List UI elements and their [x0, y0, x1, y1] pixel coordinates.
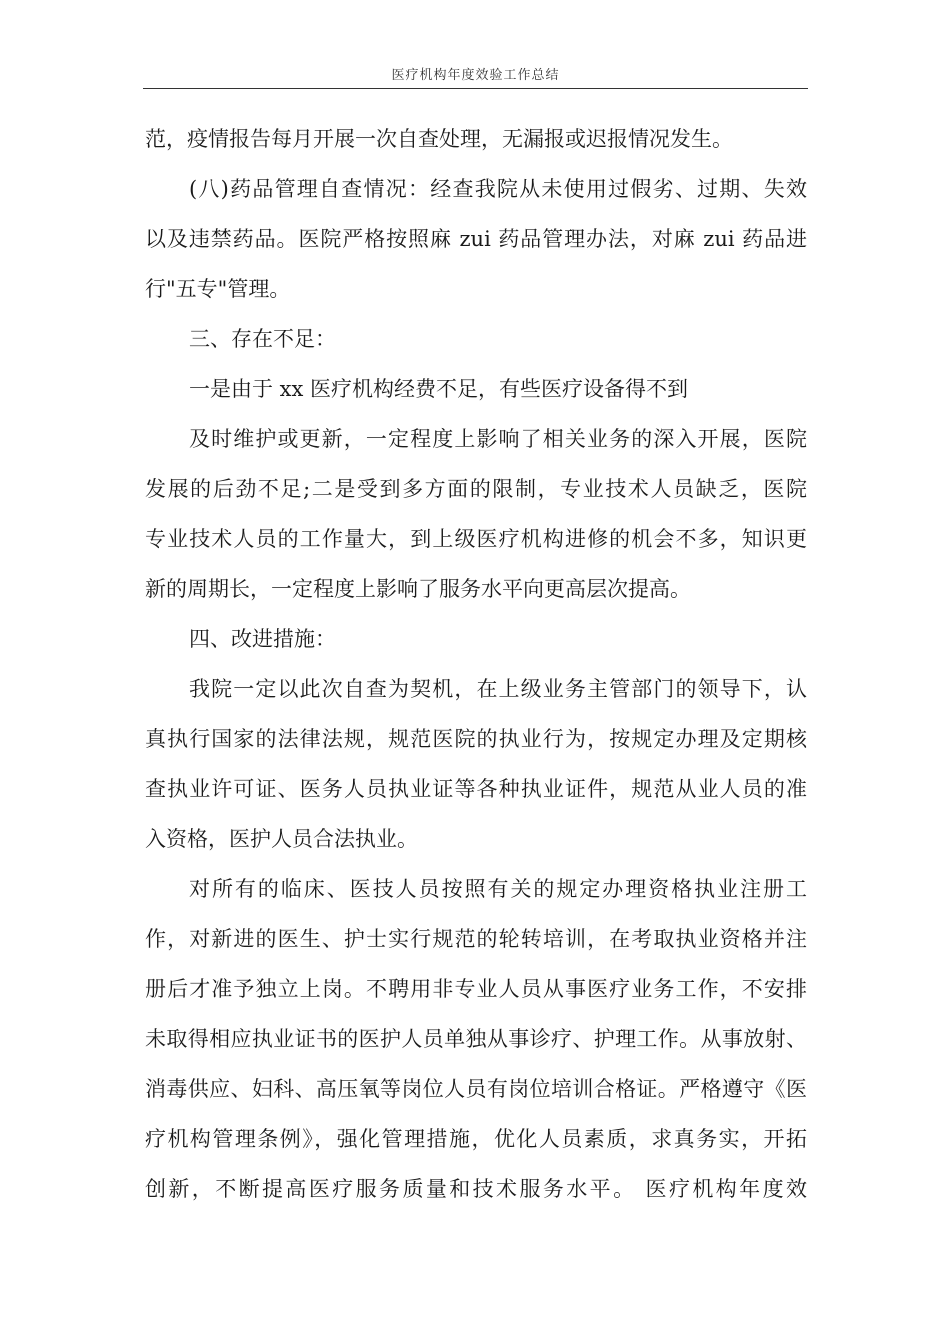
text-line: 发展的后劲不足;二是受到多方面的限制，专业技术人员缺乏，医院 — [145, 477, 807, 501]
text-line: 新的周期长，一定程度上影响了服务水平向更高层次提高。 — [145, 577, 691, 601]
document-body — [145, 118, 807, 1218]
text-line: 未取得相应执业证书的医护人员单独从事诊疗、护理工作。从事放射、 — [145, 1027, 807, 1051]
text-line: 范，疫情报告每月开展一次自查处理，无漏报或迟报情况发生。 — [145, 127, 733, 151]
text-line: 及时维护或更新，一定程度上影响了相关业务的深入开展，医院 — [189, 427, 807, 451]
text-line: 对所有的临床、医技人员按照有关的规定办理资格执业注册工 — [189, 877, 807, 901]
text-line: 行"五专"管理。 — [145, 277, 291, 301]
text-line: 册后才准予独立上岗。不聘用非专业人员从事医疗业务工作，不安排 — [145, 977, 807, 1001]
text-line: 专业技术人员的工作量大，到上级医疗机构进修的机会不多，知识更 — [145, 527, 807, 551]
text-line: 查执业许可证、医务人员执业证等各种执业证件，规范从业人员的准 — [145, 777, 807, 801]
text-line: 入资格，医护人员合法执业。 — [145, 827, 418, 851]
text-line: 作，对新进的医生、护士实行规范的轮转培训，在考取执业资格并注 — [145, 927, 807, 951]
section-heading: 四、改进措施： — [189, 627, 336, 651]
text-line: 真执行国家的法律法规，规范医院的执业行为，按规定办理及定期核 — [145, 727, 807, 751]
text-line: 一是由于 xx 医疗机构经费不足，有些医疗设备得不到 — [189, 377, 689, 401]
header-divider — [143, 88, 808, 89]
text-line: 以及违禁药品。医院严格按照麻 zui 药品管理办法，对麻 zui 药品进 — [145, 227, 807, 251]
text-line: 疗机构管理条例》，强化管理措施，优化人员素质，求真务实，开拓 — [145, 1127, 807, 1151]
text-line: (八)药品管理自查情况：经查我院从未使用过假劣、过期、失效 — [189, 177, 807, 201]
text-line: 消毒供应、妇科、高压氧等岗位人员有岗位培训合格证。严格遵守《医 — [145, 1077, 807, 1101]
page-header-title: 医疗机构年度效验工作总结 — [391, 68, 560, 83]
section-heading: 三、存在不足： — [189, 327, 336, 351]
text-line: 我院一定以此次自查为契机，在上级业务主管部门的领导下，认 — [189, 677, 807, 701]
text-line: 创新，不断提高医疗服务质量和技术服务水平。 医疗机构年度效 — [145, 1177, 807, 1201]
